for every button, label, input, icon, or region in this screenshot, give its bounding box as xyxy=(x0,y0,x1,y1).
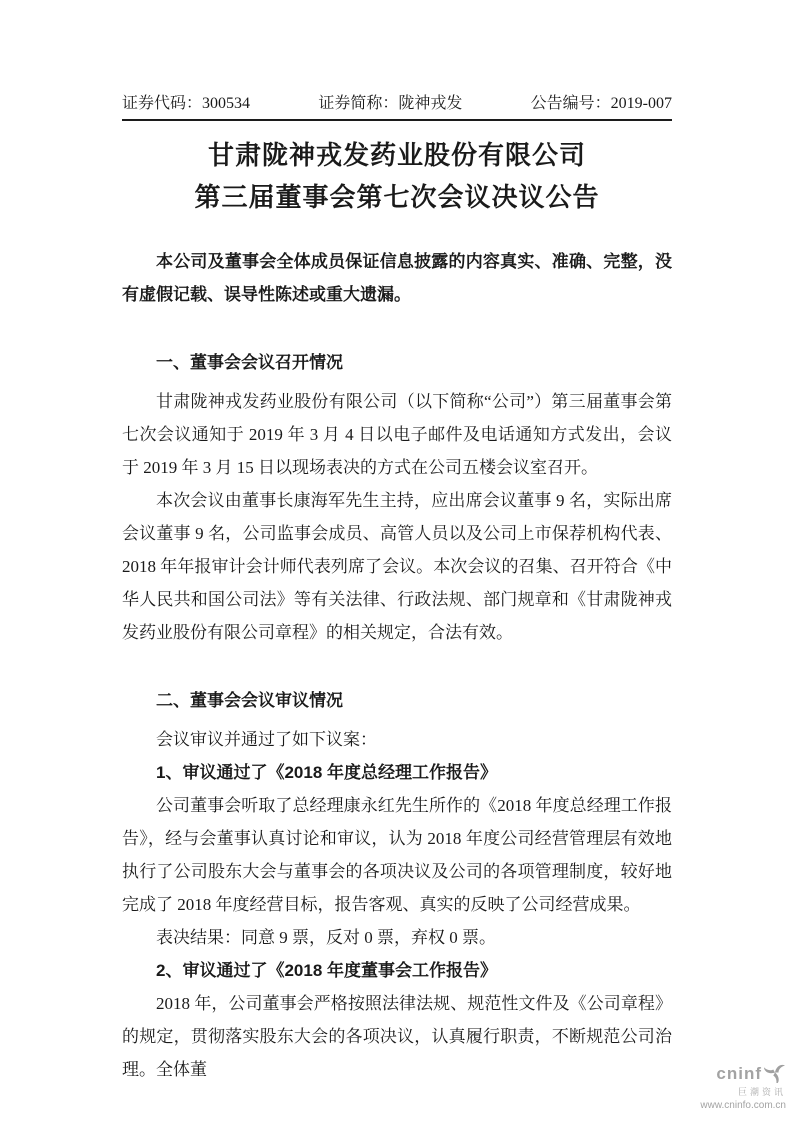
page-content xyxy=(122,0,672,1086)
header-divider xyxy=(122,119,672,121)
meeting-resolution-title: 第三届董事会第七次会议决议公告 xyxy=(194,182,600,212)
section-heading: 二、董事会会议审议情况 xyxy=(156,691,343,710)
truthfulness-statement: 本公司及董事会全体成员保证信息披露的内容真实、准确、完整，没有虚假记载、误导性陈述或重大遗漏。 xyxy=(122,252,672,304)
stock-code: 证券代码：300534 xyxy=(122,95,251,112)
paragraph: 表决结果：同意 9 票，反对 0 票，弃权 0 票。 xyxy=(156,928,496,947)
paragraph: 会议审议并通过了如下议案： xyxy=(156,730,377,749)
cninfo-chinese-name: 巨潮资讯 xyxy=(737,1087,786,1098)
resolution-item-heading: 2、审议通过了《2018 年度董事会工作报告》 xyxy=(156,961,497,980)
swirl-logo-icon xyxy=(764,1062,786,1088)
company-name-title: 甘肃陇神戎发药业股份有限公司 xyxy=(207,140,586,170)
securities-header xyxy=(122,0,672,112)
cninfo-url: www.cninfo.com.cn xyxy=(700,1100,786,1111)
cninfo-wordmark: cninf xyxy=(716,1063,762,1083)
resolution-item-heading: 1、审议通过了《2018 年度总经理工作报告》 xyxy=(156,763,497,782)
section-heading: 一、董事会会议召开情况 xyxy=(156,353,343,372)
stock-short-name: 证券简称：陇神戎发 xyxy=(318,95,463,112)
paragraph: 本次会议由董事长康海军先生主持，应出席会议董事 9 名，实际出席会议董事 9 名，公司监事会成员、高管人员以及公司上市保荐机构代表、2018 年年报审计会计师代表列席了会议。本次会议的召集、召开符合《中华人民共和国公司法》等有关法律、行政法规、部门规章和《甘肃陇神戎发药业股份有限公司章程》的相关规定，合法有效。 xyxy=(122,491,672,642)
cninfo-logo xyxy=(700,1062,786,1111)
paragraph: 2018 年，公司董事会严格按照法律法规、规范性文件及《公司章程》的规定，贯彻落实股东大会的各项决议，认真履行职责，不断规范公司治理。全体董 xyxy=(122,994,672,1079)
document-title xyxy=(122,134,672,218)
paragraph: 公司董事会听取了总经理康永红先生所作的《2018 年度总经理工作报告》，经与会董事认真讨论和审议，认为 2018 年度公司经营管理层有效地执行了公司股东大会与董事会的各项决议及公司的各项管理制度，较好地完成了 2018 年度经营目标，报告客观、真实的反映了公司经营成果。 xyxy=(122,796,672,914)
cninfo-logo-line xyxy=(700,1062,786,1088)
announcement-number: 公告编号：2019-007 xyxy=(530,95,672,112)
paragraph: 甘肃陇神戎发药业股份有限公司（以下简称“公司”）第三届董事会第七次会议通知于 2019 年 3 月 4 日以电子邮件及电话通知方式发出，会议于 2019 年 3 月 15 日以现场表决的方式在公司五楼会议室召开。 xyxy=(122,392,672,477)
document-body xyxy=(122,346,672,1086)
